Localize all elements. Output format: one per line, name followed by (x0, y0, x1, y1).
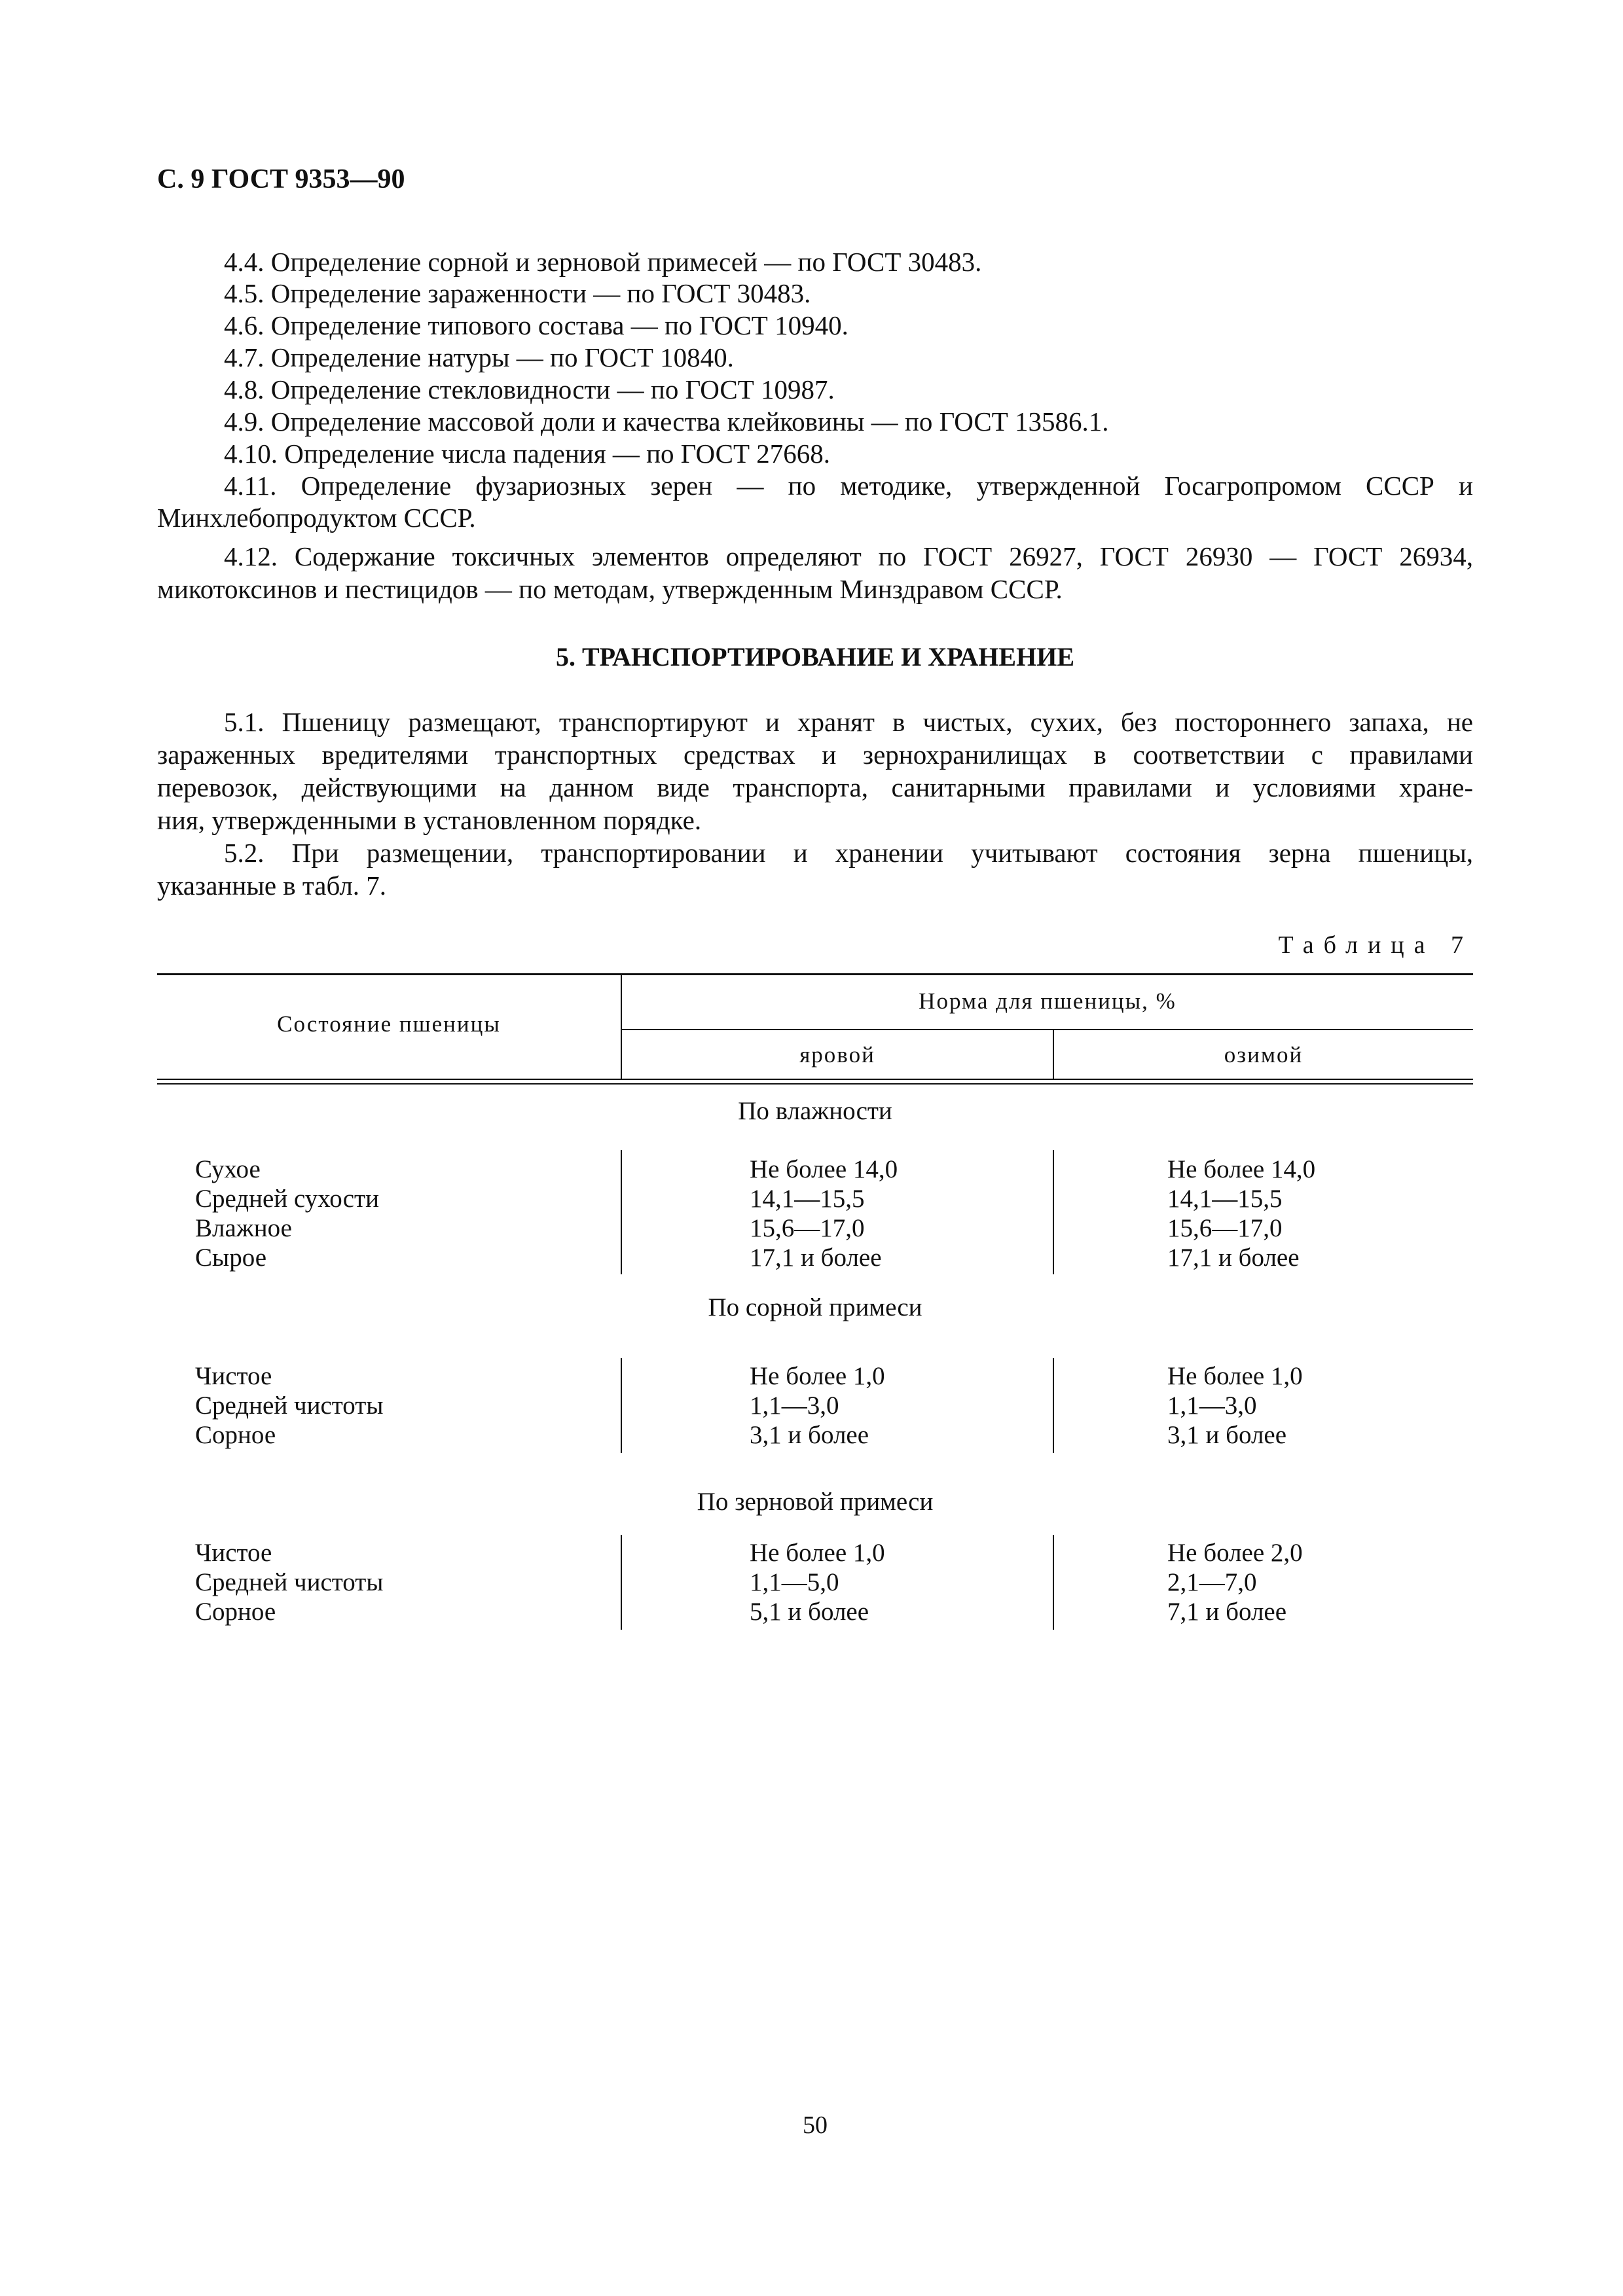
table-cell: Сухое (195, 1155, 261, 1183)
clause-4-6: 4.6. Определение типового состава — по ГОСТ 10940. (224, 310, 848, 340)
clause-5-1-line2: зараженных вредителями транспортных средствах и зернохранилищах в соответствии с правилами (157, 740, 1473, 770)
clause-4-12-line2: микотоксинов и пестицидов — по методам, утвержденным Минздравом СССР. (157, 574, 1063, 604)
table-cell: 17,1 и более (750, 1244, 882, 1272)
group2-divider-a (621, 1358, 622, 1453)
table-cell: Не более 1,0 (750, 1362, 885, 1390)
clause-4-4: 4.4. Определение сорной и зерновой примесей — по ГОСТ 30483. (224, 247, 982, 277)
table-cell: Сорное (195, 1421, 276, 1449)
table-cell: Чистое (195, 1539, 272, 1567)
table-cell: Средней чистоты (195, 1391, 384, 1420)
clause-4-11-line2: Минхлебопродуктом СССР. (157, 503, 476, 533)
table-cell: 14,1—15,5 (750, 1185, 865, 1213)
table-cell: 2,1—7,0 (1167, 1568, 1257, 1596)
header-bottom-rule-2 (157, 1083, 1473, 1085)
column-header-winter: озимой (1224, 1042, 1304, 1067)
table-cell: 15,6—17,0 (1167, 1214, 1283, 1242)
group3-divider-b (1053, 1535, 1054, 1630)
page-header: С. 9 ГОСТ 9353—90 (157, 164, 405, 194)
clause-5-2-line1: 5.2. При размещении, транспортировании и хранении учитывают состояния зерна пшеницы, (224, 838, 1473, 868)
table-cell: Влажное (195, 1214, 292, 1242)
clause-5-2-line2: указанные в табл. 7. (157, 870, 387, 901)
header-bottom-rule-1 (157, 1079, 1473, 1080)
table-cell: Сорное (195, 1598, 276, 1626)
clause-5-1-line3: перевозок, действующими на данном виде транспорта, санитарными правилами и условиями хране- (157, 772, 1473, 802)
page-number: 50 (803, 2111, 828, 2139)
clause-4-9: 4.9. Определение массовой доли и качества клейковины — по ГОСТ 13586.1. (224, 406, 1109, 437)
table-cell: Не более 14,0 (1167, 1155, 1316, 1183)
clause-4-7: 4.7. Определение натуры — по ГОСТ 10840. (224, 342, 734, 372)
table-caption: Таблица 7 (1278, 931, 1473, 959)
table-cell: 1,1—5,0 (750, 1568, 839, 1596)
table-cell: Не более 1,0 (1167, 1362, 1303, 1390)
group-title-weed-impurity: По сорной примеси (708, 1293, 922, 1321)
table-cell: 15,6—17,0 (750, 1214, 865, 1242)
table-cell: Чистое (195, 1362, 272, 1390)
group3-divider-a (621, 1535, 622, 1630)
clause-4-12-line1: 4.12. Содержание токсичных элементов определяют по ГОСТ 26927, ГОСТ 26930 — ГОСТ 26934, (224, 541, 1473, 571)
document-page (157, 0, 1473, 2296)
table-cell: Сырое (195, 1244, 267, 1272)
table-top-rule (157, 973, 1473, 975)
table-cell: Не более 1,0 (750, 1539, 885, 1567)
table-cell: Не более 2,0 (1167, 1539, 1303, 1567)
group2-divider-b (1053, 1358, 1054, 1453)
table-cell: 1,1—3,0 (750, 1391, 839, 1420)
column-header-norm: Норма для пшеницы, % (919, 988, 1176, 1014)
table-cell: 17,1 и более (1167, 1244, 1300, 1272)
table-cell: 1,1—3,0 (1167, 1391, 1257, 1420)
table-cell: 5,1 и более (750, 1598, 869, 1626)
table-cell: Не более 14,0 (750, 1155, 898, 1183)
clause-4-8: 4.8. Определение стекловидности — по ГОСТ 10987. (224, 374, 835, 404)
table-cell: Средней сухости (195, 1185, 379, 1213)
clause-5-1-line1: 5.1. Пшеницу размещают, транспортируют и хранят в чистых, сухих, без постороннего запаха, не (224, 707, 1473, 737)
table-cell: 7,1 и более (1167, 1598, 1287, 1626)
clause-4-10: 4.10. Определение числа падения — по ГОСТ 27668. (224, 439, 830, 469)
column-header-state: Состояние пшеницы (277, 1011, 501, 1037)
column-header-spring: яровой (799, 1042, 875, 1067)
group-title-grain-impurity: По зерновой примеси (697, 1488, 934, 1516)
table-cell: Средней чистоты (195, 1568, 384, 1596)
table-cell: 14,1—15,5 (1167, 1185, 1283, 1213)
group1-divider-b (1053, 1150, 1054, 1274)
clause-5-1-line4: ния, утвержденными в установленном порядке. (157, 805, 702, 835)
section-5-title: 5. ТРАНСПОРТИРОВАНИЕ И ХРАНЕНИЕ (556, 642, 1074, 672)
group-title-moisture: По влажности (738, 1097, 892, 1125)
table-cell: 3,1 и более (1167, 1421, 1287, 1449)
clause-4-5: 4.5. Определение зараженности — по ГОСТ 30483. (224, 278, 811, 308)
group1-divider-a (621, 1150, 622, 1274)
table-cell: 3,1 и более (750, 1421, 869, 1449)
clause-4-11-line1: 4.11. Определение фузариозных зерен — по методике, утвержденной Госагропромом СССР и (224, 471, 1473, 501)
header-subrule (621, 1029, 1473, 1030)
